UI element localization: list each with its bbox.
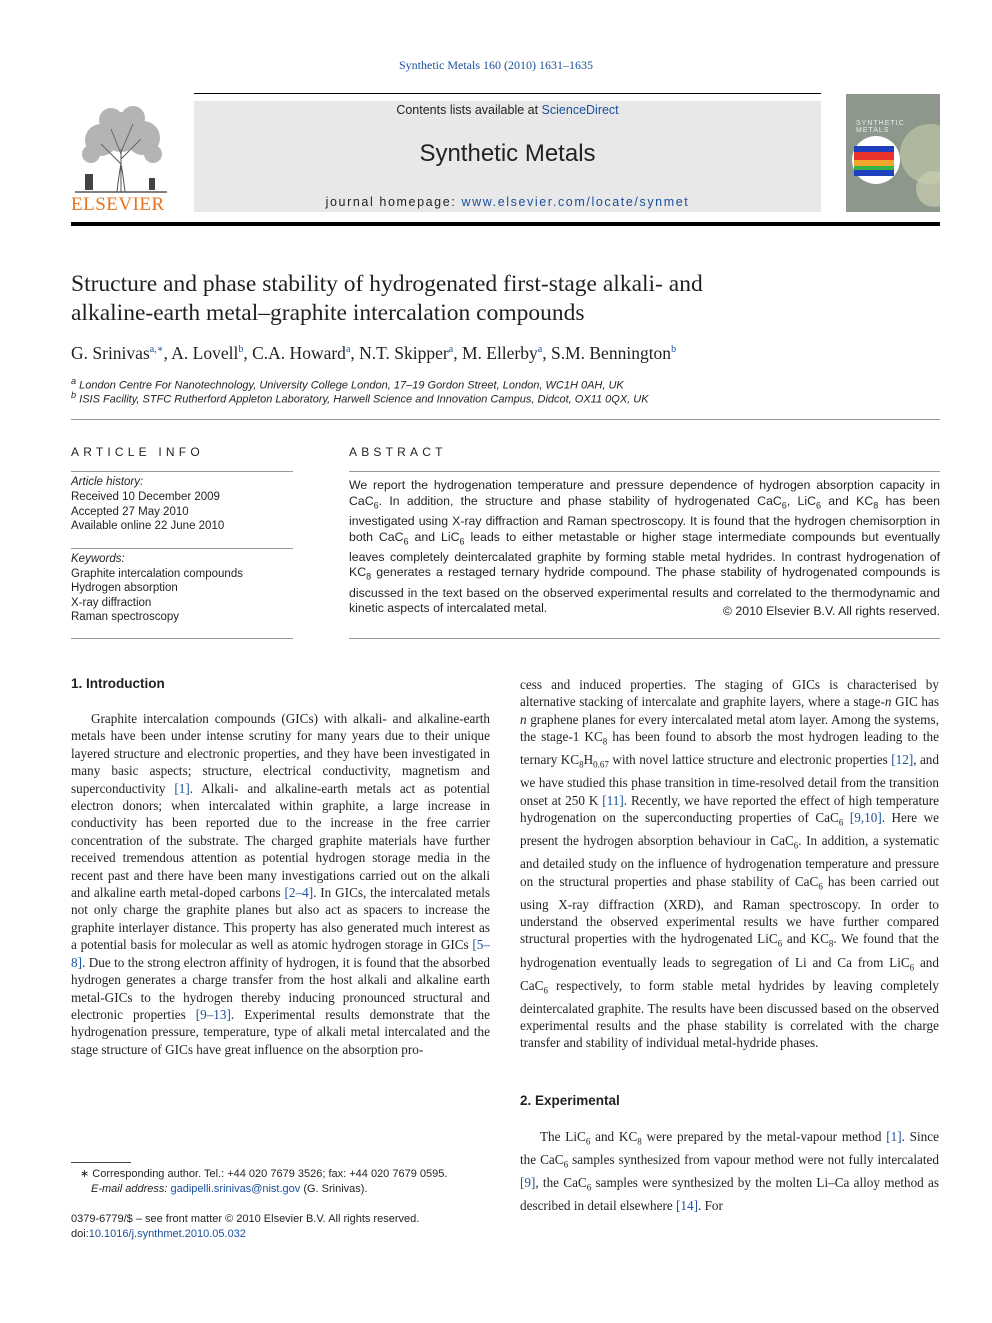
author-affiliation[interactable]: a [345, 344, 351, 356]
author-name[interactable]: S.M. Bennington [550, 343, 672, 363]
author-name[interactable]: A. Lovell [171, 343, 239, 363]
journal-name: Synthetic Metals [419, 140, 596, 167]
introduction-text: Graphite intercalation compounds (GICs) with alkali- and alkaline-earth metals have been under intense scrutiny for many years due to their unique layered structure and electronic properties, and they have been investigated in many basic aspects; structure, electrical conductivity, magnetism and superconductivity [1]. Alkali- and alkaline-earth metals act as potential electron donors; when intercalated within graphite, a large increase in conductivity has been reported due to the increase in the free carrier concentration of the substrate. The charged graphite materials have further received tremendous attention as potential hydrogen storage media in the recent past and there have been many investigations carried out on the alkali and alkaline earth metal-doped carbons [2–4]. In GICs, the intercalated metals not only charge the graphite planes but also act as spacers to increase the graphite interlayer distance. This property has also generated much interest as a potential basis for molecular as well as atomic hydrogen storage in GICs [5–8]. Due to the strong electron affinity of hydrogen, it is found that the absorbed hydrogen generates a charge transfer from the host alkali and alkaline earth metal-GICs to the hydrogen thereby inducing pronounced structural and electronic properties [9–13]. Experimental results demonstrate that the hydrogenation pressure, temperature, type of alkali metal intercalated and the stage structure of GICs have great influence on the absorption pro- [71, 711, 490, 1057]
journal-citation[interactable]: Synthetic Metals 160 (2010) 1631–1635 [399, 58, 593, 72]
title-line-2: alkaline-earth metal–graphite intercalation compounds [71, 300, 585, 326]
introduction-heading: 1. Introduction [71, 676, 165, 691]
author-affiliation[interactable]: b [671, 344, 677, 356]
email-label: E-mail address: [91, 1183, 171, 1195]
affiliation-text: London Centre For Nanotechnology, University College London, 17–19 Gordon Street, London, WC1H 0AH, UK [79, 379, 624, 392]
affiliation-key: b [71, 390, 77, 400]
homepage-link[interactable]: www.elsevier.com/locate/synmet [461, 195, 690, 209]
affiliation-b [71, 390, 931, 406]
elsevier-tree-logo [71, 104, 171, 194]
keyword: Hydrogen absorption [71, 582, 178, 594]
abstract-heading: ABSTRACT [349, 445, 447, 459]
keywords-label: Keywords: [71, 553, 125, 565]
email-suffix: (G. Srinivas). [300, 1183, 368, 1195]
contents-prefix: Contents lists available at [396, 103, 542, 117]
divider [71, 419, 940, 420]
divider [349, 638, 940, 639]
journal-homepage [194, 195, 821, 209]
author-affiliation[interactable]: a [448, 344, 454, 356]
cover-title: SYNTHETIC METALS [856, 120, 905, 134]
keyword: Graphite intercalation compounds [71, 568, 243, 580]
abstract-text: We report the hydrogenation temperature and pressure dependence of hydrogen absorption capacity in CaC$_6$. In addition, the structure and phase stability of hydrogenated CaC$_6$, LiC$_6$ and $KC_8$ has been investigated using X-ray diffraction and Raman spectroscopy. It is found that the hydrogen chemisorption in both CaC$_6$ and LiC$_6$ leads to either metastable or higher stage intermediate compounds but eventually leaves completely deintercalated graphite by forming stable metal hydrides. In contrast hydrogenation of $KC_8$ generates a restaged ternary hydride compound. The phase stability of hydrogenated compounds is discussed in the text based on the observed experimental results and correlated to the thermodynamic and kinetic aspects of intercalated metal. [349, 478, 940, 616]
experimental-heading: 2. Experimental [520, 1093, 620, 1108]
article-info-heading: ARTICLE INFO [71, 445, 204, 459]
contents-line [194, 103, 821, 117]
keyword: X-ray diffraction [71, 597, 152, 609]
abstract-copyright: © 2010 Elsevier B.V. All rights reserved. [722, 604, 940, 618]
divider [71, 548, 293, 549]
divider [71, 471, 293, 472]
author-affiliation[interactable]: a [537, 344, 543, 356]
elsevier-logo-text: ELSEVIER [71, 194, 165, 215]
keyword: Raman spectroscopy [71, 611, 180, 623]
affiliation-key: a [71, 376, 77, 386]
sciencedirect-link[interactable]: ScienceDirect [541, 103, 619, 117]
header-rule [194, 93, 821, 94]
author-affiliation[interactable]: a,∗ [149, 344, 164, 356]
author-list: G. Srinivas$^{a,∗}$, A. Lovell$^b$, C.A. Howard$^a$, N.T. Skipper$^a$, M. Ellerby$^a$, S.M. Bennington$^b$ [71, 343, 677, 363]
footnote-rule [71, 1162, 131, 1163]
issn-line: 0379-6779/$ – see front matter © 2010 Elsevier B.V. All rights reserved. [71, 1213, 420, 1225]
received-date: Received 10 December 2009 [71, 491, 220, 503]
email-note [91, 1182, 511, 1197]
accepted-date: Accepted 27 May 2010 [71, 506, 189, 518]
history-label: Article history: [71, 476, 144, 488]
author-affiliation[interactable]: b [238, 344, 244, 356]
header-thick-rule [71, 222, 940, 226]
affiliation-text: ISIS Facility, STFC Rutherford Appleton Laboratory, Harwell Science and Innovation Campus, Didcot, OX11 0QX, UK [79, 393, 649, 406]
experimental-text: The LiC$_6$ and $KC_8$ were prepared by the metal-vapour method [1]. Since the CaC$_6$ samples synthesized from vapour method were not fully intercalated [9], the CaC$_6$ samples were synthesized by the molten Li–Ca alloy method as described in detail elsewhere [14]. For [520, 1129, 939, 1214]
divider [349, 471, 940, 472]
title-line-1: Structure and phase stability of hydrogenated first-stage alkali- and [71, 271, 703, 297]
author-name[interactable]: C.A. Howard [252, 343, 346, 363]
doi-prefix: doi: [71, 1228, 89, 1240]
corresponding-author-note: ∗ Corresponding author. Tel.: +44 020 7679 3526; fax: +44 020 7679 0595. [80, 1168, 448, 1180]
divider [71, 638, 293, 639]
author-name[interactable]: G. Srinivas [71, 343, 150, 363]
doi-link[interactable]: 10.1016/j.synthmet.2010.05.032 [88, 1228, 246, 1240]
author-name[interactable]: M. Ellerby [461, 343, 538, 363]
introduction-text-continued: cess and induced properties. The staging of GICs is characterised by alternative stacking of intercalate and graphite layers, where a stage-n GIC has n graphene planes for every intercalated metal atom layer. Among the systems, the stage-1 $KC_8$ has been found to absorb the most hydrogen leading to the ternary $KC_8H_{0.67}$ with novel lattice structure and electronic properties [12], and we have studied this phase transition in time-resolved detail from the transition onset at 250 K [11]. Recently, we have reported the effect of high temperature hydrogenation on the superconducting properties of CaC$_6$ [9,10]. Here we present the hydrogen absorption behaviour in CaC$_6$. In addition, a systematic and detailed study on the influence of hydrogenation temperature and pressure on the structural properties and phase stability of CaC$_6$ has been carried out using X-ray diffraction (XRD), and Raman spectroscopy. In order to understand the observed experimental results we have further compared structural properties with the hydrogenated LiC$_6$ and $KC_8$. We found that the hydrogenation eventually leads to segregation of Li and Ca from LiC$_6$ and CaC$_6$ respectively, to form stable metal hydrides by leaving completely deintercalated graphite. The results have been discussed based on the observed experimental results and the phase stability is correlated with the charge transfer and stability of individual metal-hydride phases. [520, 677, 940, 1051]
homepage-prefix: journal homepage: [325, 195, 462, 209]
email-link[interactable]: gadipelli.srinivas@nist.gov [170, 1183, 301, 1195]
doi-line [71, 1227, 511, 1242]
article-title [71, 270, 871, 328]
journal-cover-thumbnail[interactable] [846, 94, 940, 212]
online-date: Available online 22 June 2010 [71, 520, 225, 532]
author-name[interactable]: N.T. Skipper [359, 343, 449, 363]
